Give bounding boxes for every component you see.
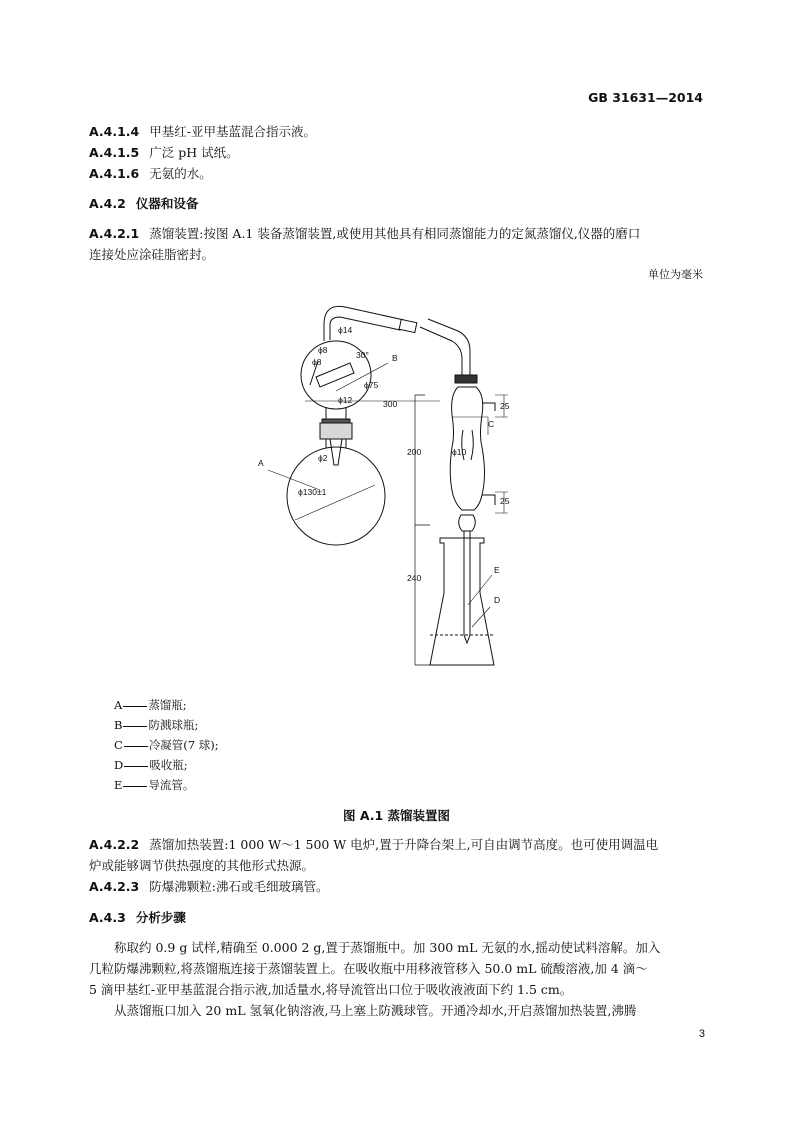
- label-d: D: [494, 595, 501, 605]
- legend-item-b: B 防溅球瓶;: [114, 718, 199, 732]
- body-p1-line2: 几粒防爆沸颗粒,将蒸馏瓶连接于蒸馏装置上。在吸收瓶中用移液管移入 50.0 mL 硫酸溶液,加 4 滴～: [89, 961, 648, 976]
- legend-item-d: D 吸收瓶;: [114, 758, 188, 772]
- absorption-flask: [430, 538, 494, 665]
- figure-caption: 图 A.1 蒸馏装置图: [342, 808, 451, 823]
- para-a422-line1: A.4.2.2 蒸馏加热装置:1 000 W～1 500 W 电炉,置于升降台架上,可自由调节高度。也可使用调温电: [89, 837, 659, 852]
- label-c: C: [488, 419, 495, 429]
- dim-d10: ϕ10: [452, 447, 467, 457]
- para-a423: A.4.2.3 防爆沸颗粒:沸石或毛细玻璃管。: [89, 879, 329, 894]
- dim-d8a: ϕ8: [318, 345, 328, 355]
- para-a421-line1: A.4.2.1 蒸馏装置:按图 A.1 装备蒸馏装置,或使用其他具有相同蒸馏能力的定氮蒸馏仪,仪器的磨口: [89, 226, 641, 241]
- label-b: B: [392, 353, 398, 363]
- dim-d12: ϕ12: [338, 395, 353, 405]
- dim-angle: 30°: [356, 350, 369, 360]
- legend-item-c: C 冷凝管(7 球);: [114, 738, 219, 752]
- standard-number: GB 31631—2014: [588, 90, 703, 105]
- dim-25b: 25: [500, 496, 510, 506]
- section-heading-a42: A.4.2 仪器和设备: [89, 196, 199, 211]
- unit-note: 单位为毫米: [648, 268, 703, 281]
- dim-200: 200: [407, 447, 422, 457]
- page-number: 3: [698, 1028, 705, 1040]
- item-a416: A.4.1.6 无氨的水。: [89, 166, 212, 181]
- dim-25a: 25: [500, 401, 510, 411]
- dim-d130: ϕ130±1: [298, 487, 327, 497]
- dim-d75: ϕ75: [364, 380, 379, 390]
- dim-d8b: ϕ8: [312, 357, 322, 367]
- para-a421-line2: 连接处应涂硅脂密封。: [89, 247, 215, 262]
- label-a: A: [258, 458, 264, 468]
- legend-item-e: E 导流管。: [114, 778, 195, 792]
- guide-tube: [464, 545, 470, 643]
- distillation-apparatus-figure: [250, 295, 530, 675]
- body-p2-line1: 从蒸馏瓶口加入 20 mL 氢氧化钠溶液,马上塞上防溅球管。开通冷却水,开启蒸馏加热装置,沸腾: [114, 1003, 637, 1018]
- section-heading-a43: A.4.3 分析步骤: [89, 910, 186, 925]
- dim-300: 300: [383, 399, 398, 409]
- rubber-stopper: [320, 423, 352, 439]
- dim-d2: ϕ2: [318, 453, 328, 463]
- para-a422-line2: 炉或能够调节供热强度的其他形式热源。: [89, 858, 315, 873]
- item-a414: A.4.1.4 甲基红-亚甲基蓝混合指示液。: [89, 124, 316, 139]
- body-p1-line3: 5 滴甲基红-亚甲基蓝混合指示液,加适量水,将导流管出口位于吸收液液面下约 1.5 cm。: [89, 982, 573, 997]
- legend-item-a: A 蒸馏瓶;: [114, 698, 187, 712]
- body-p1-line1: 称取约 0.9 g 试样,精确至 0.000 2 g,置于蒸馏瓶中。加 300 mL 无氨的水,摇动使试料溶解。加入: [114, 940, 661, 955]
- dim-240: 240: [407, 573, 422, 583]
- item-a415: A.4.1.5 广泛 pH 试纸。: [89, 145, 239, 160]
- label-e: E: [494, 565, 500, 575]
- dim-d14: ϕ14: [338, 325, 353, 335]
